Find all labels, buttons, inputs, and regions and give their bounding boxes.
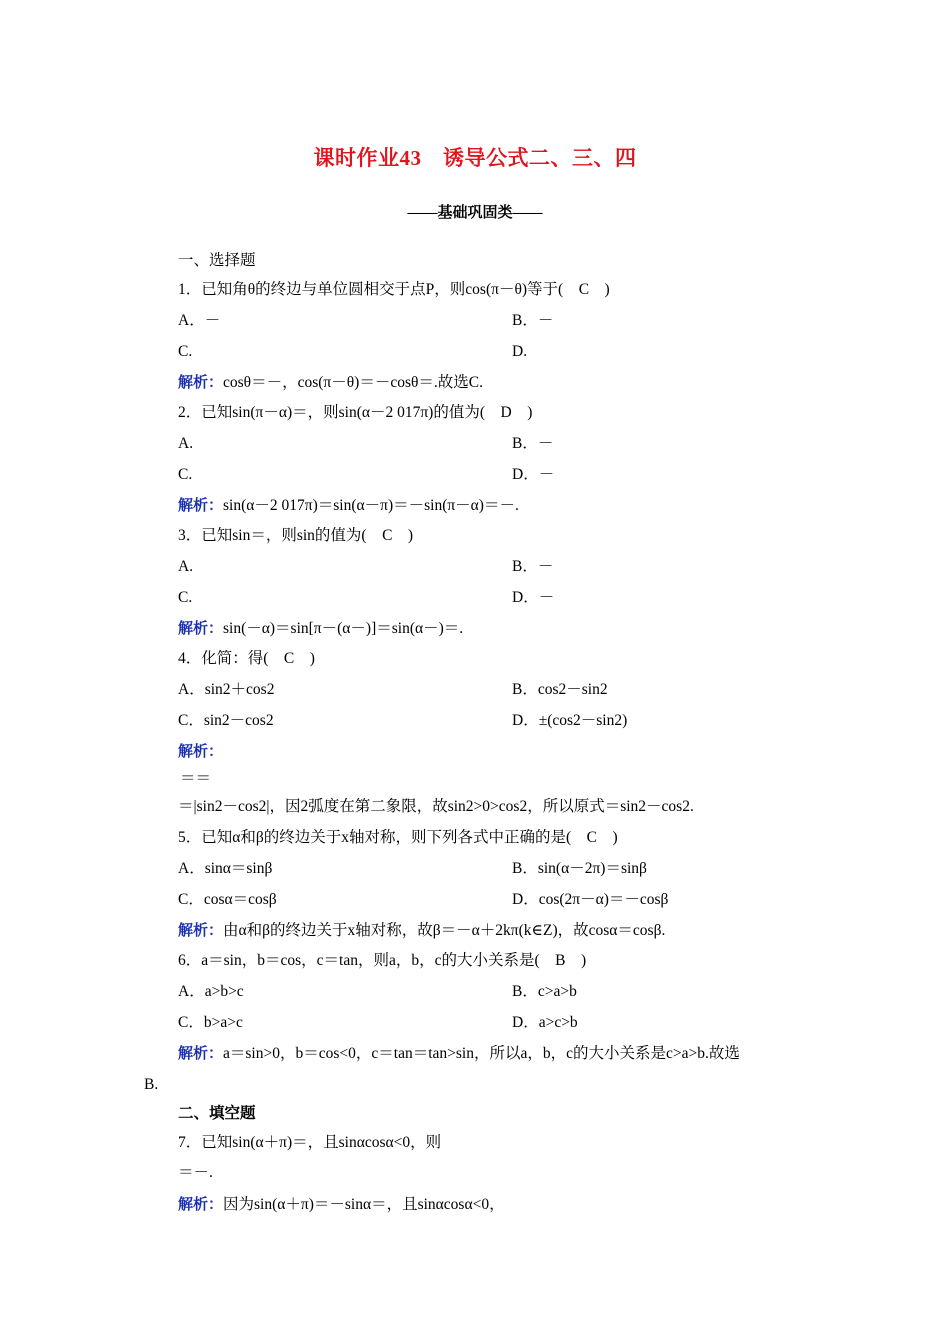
page-title: 课时作业43 诱导公式二、三、四 bbox=[313, 146, 637, 170]
solution-label: 解析： bbox=[178, 921, 224, 939]
solution-label: 解析： bbox=[178, 373, 224, 391]
q6-option-a: A．a>b>c bbox=[178, 983, 244, 1000]
q3-option-c: C. bbox=[178, 589, 193, 606]
q2-option-b: B．－ bbox=[512, 435, 554, 452]
q4-solution-step2: ＝|sin2－cos2|，因2弧度在第二象限，故sin2>0>cos2，所以原式＝sin2－cos2. bbox=[178, 798, 694, 815]
q2-option-d: D．－ bbox=[512, 466, 555, 483]
q5-solution bbox=[178, 920, 665, 941]
q5-option-d: D．cos(2π－α)＝－cosβ bbox=[512, 891, 669, 908]
solution-text: 由α和β的终边关于x轴对称，故β＝－α＋2kπ(k∈Z)，故cosα＝cosβ. bbox=[223, 922, 666, 939]
question-2: 2．已知sin(π－α)＝，则sin(α－2 017π)的值为( D ) bbox=[178, 404, 533, 421]
q5-option-c: C．cosα＝cosβ bbox=[178, 891, 277, 908]
question-5: 5．已知α和β的终边关于x轴对称，则下列各式中正确的是( C ) bbox=[178, 829, 618, 846]
q6-solution-continued: B. bbox=[144, 1076, 159, 1093]
q4-option-d: D．±(cos2－sin2) bbox=[512, 712, 628, 729]
question-7-answer: ＝－. bbox=[178, 1164, 213, 1181]
section-heading-fill: 二、填空题 bbox=[178, 1105, 256, 1122]
q2-solution bbox=[178, 495, 519, 516]
q3-solution bbox=[178, 618, 463, 639]
q1-option-c: C. bbox=[178, 343, 193, 360]
q7-solution bbox=[178, 1194, 505, 1215]
q1-solution bbox=[178, 372, 483, 393]
solution-label: 解析： bbox=[178, 619, 224, 637]
solution-text: sin(α－2 017π)＝sin(α－π)＝－sin(π－α)＝－. bbox=[223, 497, 519, 514]
q1-option-b: B．－ bbox=[512, 312, 554, 329]
q4-option-c: C．sin2－cos2 bbox=[178, 712, 274, 729]
section-subtitle: ——基础巩固类—— bbox=[407, 205, 543, 221]
question-4: 4．化简：得( C ) bbox=[178, 650, 315, 667]
q6-solution bbox=[178, 1043, 740, 1064]
question-1: 1．已知角θ的终边与单位圆相交于点P，则cos(π－θ)等于( C ) bbox=[178, 281, 610, 298]
q1-option-d: D. bbox=[512, 343, 528, 360]
question-3: 3．已知sin＝，则sin的值为( C ) bbox=[178, 527, 414, 544]
solution-text: cosθ＝－，cos(π－θ)＝－cosθ＝.故选C. bbox=[223, 374, 484, 391]
solution-label: 解析： bbox=[178, 1044, 224, 1062]
q3-option-a: A. bbox=[178, 558, 194, 575]
section-heading-choice: 一、选择题 bbox=[178, 252, 256, 269]
question-7: 7．已知sin(α＋π)＝，且sinαcosα<0，则 bbox=[178, 1134, 442, 1151]
q5-option-b: B．sin(α－2π)＝sinβ bbox=[512, 860, 647, 877]
q3-option-b: B．－ bbox=[512, 558, 554, 575]
q6-option-c: C．b>a>c bbox=[178, 1014, 243, 1031]
solution-label: 解析： bbox=[178, 1195, 224, 1213]
q4-option-a: A．sin2＋cos2 bbox=[178, 681, 275, 698]
solution-text: sin(－α)＝sin[π－(α－)]＝sin(α－)＝. bbox=[223, 620, 464, 637]
q3-option-d: D．－ bbox=[512, 589, 555, 606]
q2-option-c: C. bbox=[178, 466, 193, 483]
q4-option-b: B．cos2－sin2 bbox=[512, 681, 608, 698]
q2-option-a: A. bbox=[178, 435, 194, 452]
question-6: 6．a＝sin，b＝cos，c＝tan，则a，b，c的大小关系是( B ) bbox=[178, 952, 587, 969]
q6-option-b: B．c>a>b bbox=[512, 983, 577, 1000]
solution-label: 解析： bbox=[178, 742, 224, 760]
solution-text: a＝sin>0，b＝cos<0，c＝tan＝tan>sin，所以a，b，c的大小关系是c>a>b.故选 bbox=[223, 1045, 740, 1062]
solution-text: 因为sin(α＋π)＝－sinα＝，且sinαcosα<0， bbox=[223, 1196, 505, 1213]
q4-solution-label bbox=[178, 741, 223, 762]
q6-option-d: D．a>c>b bbox=[512, 1014, 578, 1031]
q1-option-a: A．－ bbox=[178, 312, 221, 329]
q5-option-a: A．sinα＝sinβ bbox=[178, 860, 273, 877]
solution-label: 解析： bbox=[178, 496, 224, 514]
q4-solution-step1: ＝＝ bbox=[180, 770, 212, 787]
